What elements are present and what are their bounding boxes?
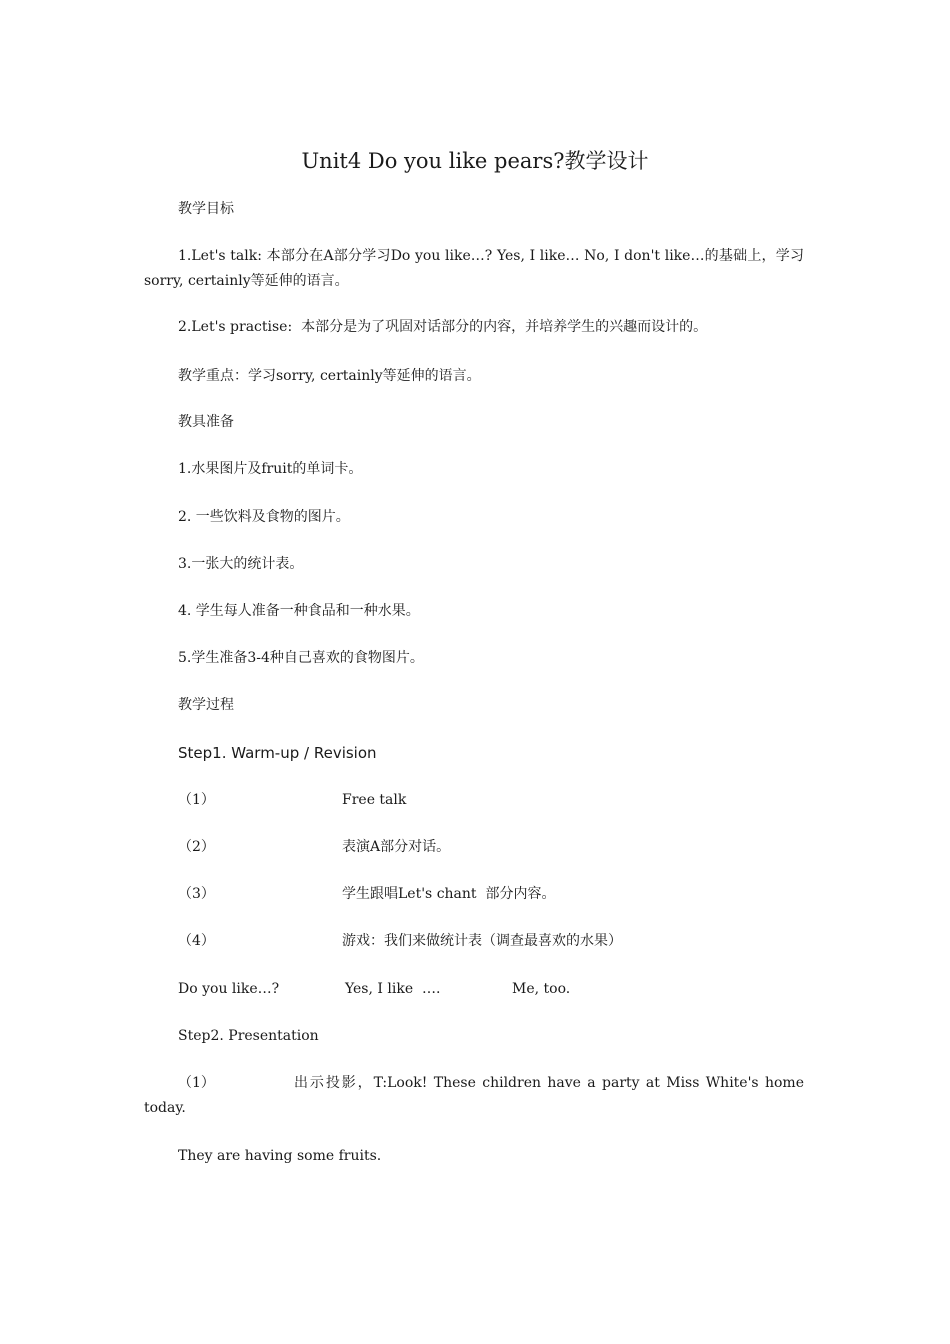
key-point: 教学重点：学习sorry, certainly等延伸的语言。 bbox=[178, 368, 481, 384]
step1-heading: Step1. Warm-up / Revision bbox=[178, 744, 377, 762]
process-heading: 教学过程 bbox=[178, 697, 234, 713]
materials-item: 1.水果图片及fruit的单词卡。 bbox=[178, 461, 363, 477]
objective-2: 2.Let's practise: 本部分是为了巩固对话部分的内容，并培养学生的兴趣而设计的。 bbox=[178, 319, 708, 335]
step2-item-number: （1） bbox=[178, 1075, 215, 1091]
dialogue-reply: Me, too. bbox=[512, 981, 571, 997]
step2-item-text: 出示投影，T:Look! These children have a party at Miss White's home today. bbox=[144, 1075, 804, 1116]
objective-1: 1.Let's talk: 本部分在A部分学习Do you like…? Yes, I like… No, I don't like…的基础上，学习sorry, certainly等延伸的语言。 bbox=[144, 248, 804, 289]
step1-item-number: （1） bbox=[178, 792, 215, 808]
step2-heading: Step2. Presentation bbox=[178, 1028, 319, 1044]
materials-heading: 教具准备 bbox=[178, 414, 234, 430]
step1-item-text: 学生跟唱Let's chant 部分内容。 bbox=[342, 886, 556, 902]
step1-item-text: Free talk bbox=[342, 792, 407, 808]
materials-item: 2. 一些饮料及食物的图片。 bbox=[178, 509, 350, 525]
materials-item: 4. 学生每人准备一种食品和一种水果。 bbox=[178, 603, 420, 619]
dialogue-answer: Yes, I like …. bbox=[345, 981, 441, 997]
step2-followup: They are having some fruits. bbox=[178, 1148, 382, 1164]
step1-item-number: （4） bbox=[178, 933, 215, 949]
objectives-heading: 教学目标 bbox=[178, 201, 234, 217]
step1-item-text: 游戏：我们来做统计表（调查最喜欢的水果） bbox=[342, 933, 622, 949]
document-title: Unit4 Do you like pears?教学设计 bbox=[301, 149, 649, 173]
step1-item-number: （2） bbox=[178, 839, 215, 855]
dialogue-question: Do you like…? bbox=[178, 981, 280, 997]
materials-item: 5.学生准备3-4种自己喜欢的食物图片。 bbox=[178, 650, 424, 666]
materials-item: 3.一张大的统计表。 bbox=[178, 556, 304, 572]
step1-item-text: 表演A部分对话。 bbox=[342, 839, 451, 855]
step1-item-number: （3） bbox=[178, 886, 215, 902]
